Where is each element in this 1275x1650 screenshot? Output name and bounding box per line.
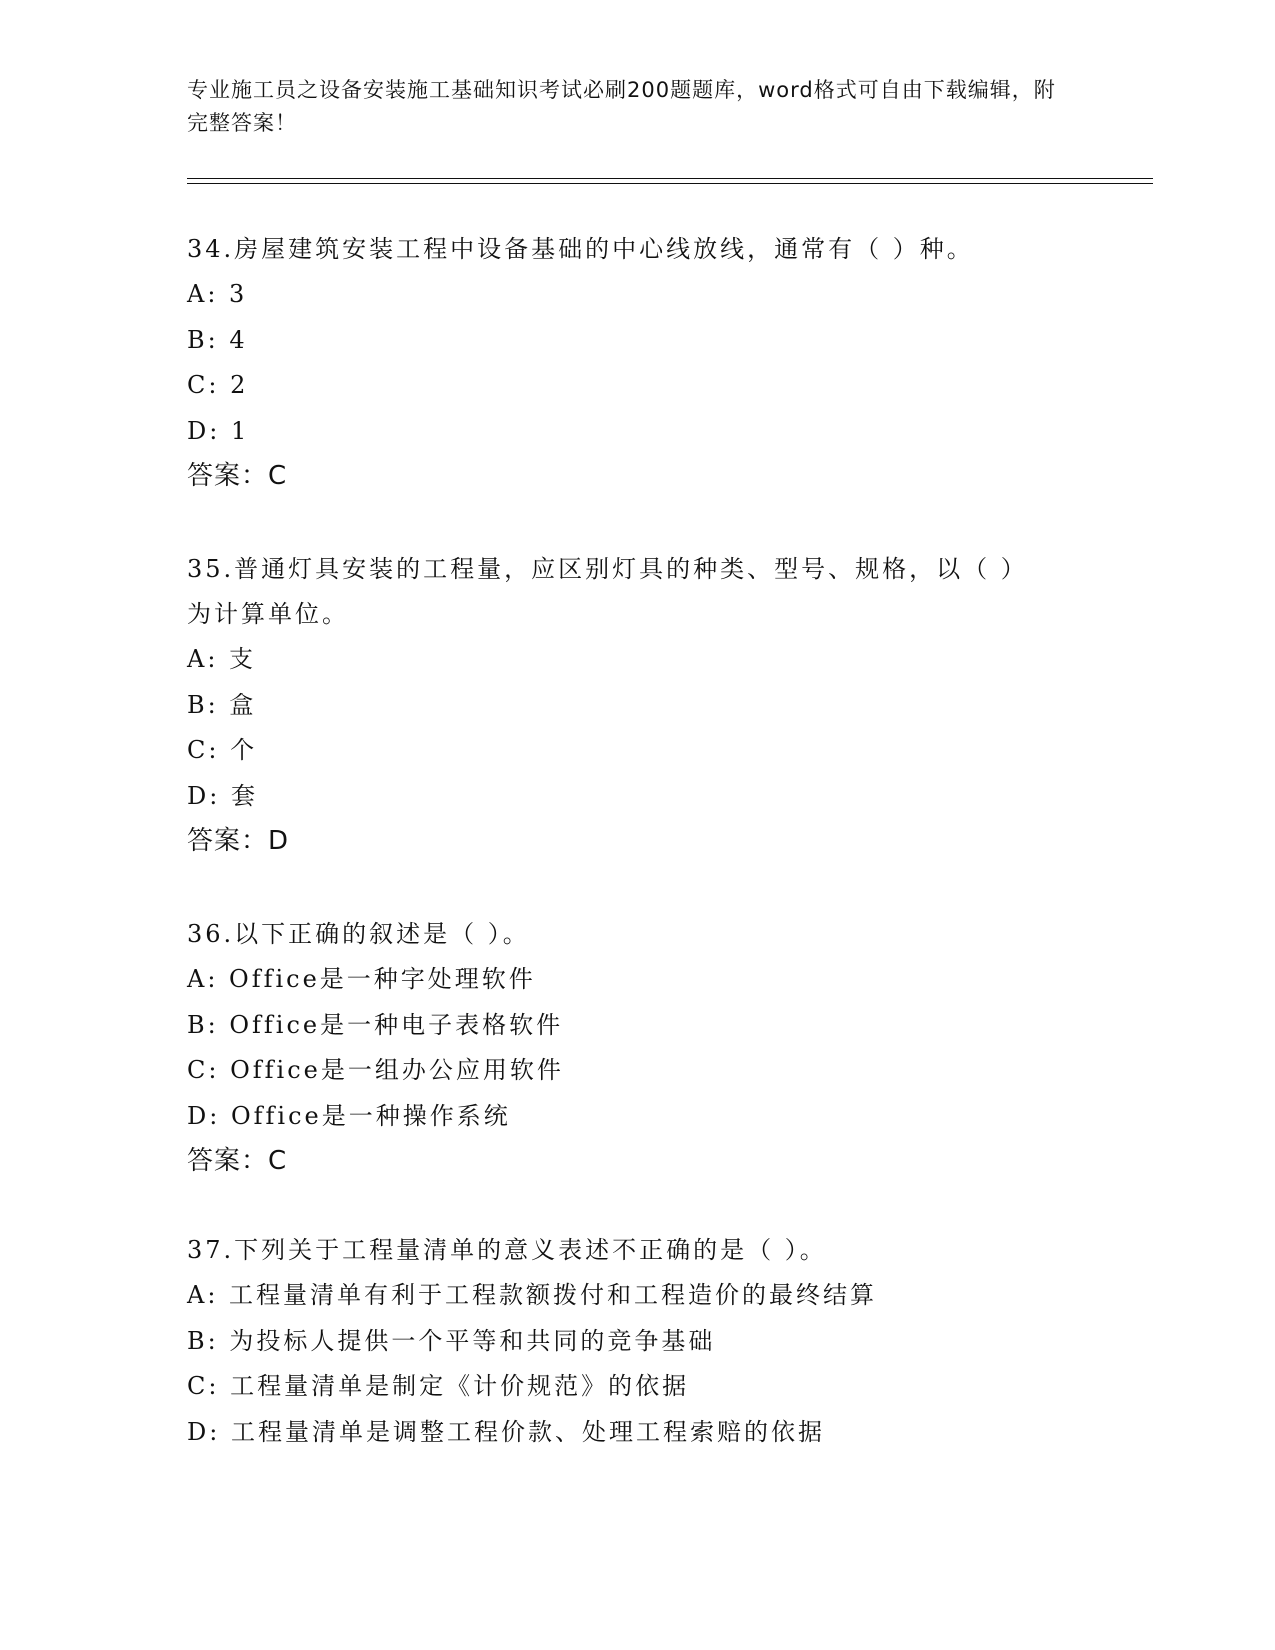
question-stem: 35.普通灯具安装的工程量，应区别灯具的种类、型号、规格，以（ ）为计算单位。 <box>187 555 1028 628</box>
answer: 答案：C <box>187 461 288 491</box>
option-a: A: Office是一种字处理软件 <box>187 965 536 993</box>
answer: 答案：C <box>187 1146 288 1176</box>
question-36 <box>187 912 1087 1184</box>
question-37 <box>187 1228 1087 1455</box>
question-34 <box>187 227 1087 499</box>
option-b: B: 盒 <box>187 690 257 719</box>
question-stem: 36.以下正确的叙述是（ ）。 <box>187 920 530 948</box>
question-stem: 34.房屋建筑安装工程中设备基础的中心线放线，通常有（ ）种。 <box>187 235 974 263</box>
question-35 <box>187 547 1087 864</box>
option-a: A: 工程量清单有利于工程款额拨付和工程造价的最终结算 <box>187 1281 878 1309</box>
header-divider-bottom <box>187 183 1153 184</box>
option-d: D: 套 <box>187 781 258 810</box>
option-d: D: 1 <box>187 416 250 445</box>
option-b: B: Office是一种电子表格软件 <box>187 1010 564 1039</box>
option-d: D: 工程量清单是调整工程价款、处理工程索赔的依据 <box>187 1417 825 1446</box>
option-c: C: 个 <box>187 736 258 764</box>
option-b: B: 为投标人提供一个平等和共同的竞争基础 <box>187 1326 716 1355</box>
option-a: A: 3 <box>187 280 248 308</box>
option-d: D: Office是一种操作系统 <box>187 1101 511 1130</box>
answer: 答案：D <box>187 826 290 856</box>
document-header: 专业施工员之设备安装施工基础知识考试必刷200题题库，word格式可自由下载编辑，附完整答案！ <box>187 78 1056 135</box>
option-c: C: 2 <box>187 371 249 399</box>
option-c: C: 工程量清单是制定《计价规范》的依据 <box>187 1372 690 1400</box>
option-b: B: 4 <box>187 325 248 354</box>
question-stem: 37.下列关于工程量清单的意义表述不正确的是（ ）。 <box>187 1236 827 1264</box>
option-a: A: 支 <box>187 645 257 673</box>
header-divider-top <box>187 178 1153 179</box>
option-c: C: Office是一组办公应用软件 <box>187 1056 564 1084</box>
